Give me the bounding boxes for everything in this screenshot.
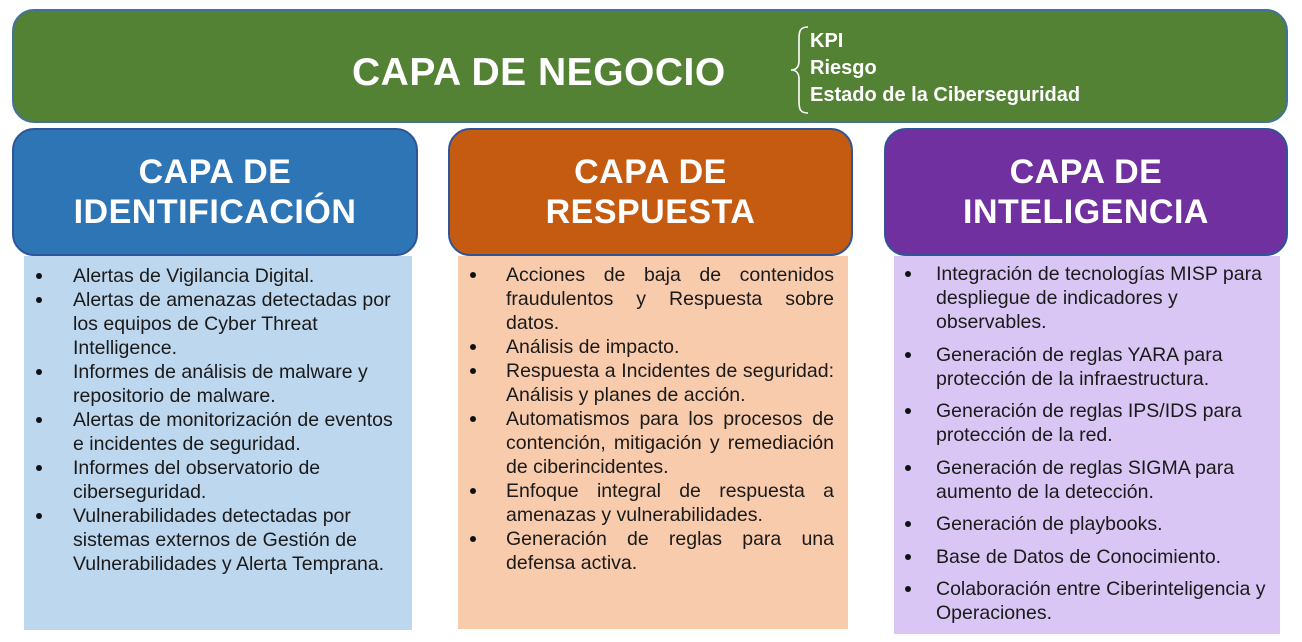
bullet-icon <box>905 586 911 592</box>
list-item: Alertas de amenazas detectadas por los equipos de Cyber Threat Intelligence. <box>73 288 404 360</box>
list-item: Análisis de impacto. <box>506 335 834 359</box>
list-item: Integración de tecnologías MISP para despliegue de indicadores y observables. <box>936 262 1270 334</box>
list-item: Generación de reglas SIGMA para aumento de la detección. <box>936 456 1270 504</box>
bullet-icon <box>36 417 42 423</box>
bullet-icon <box>905 408 911 414</box>
response-item-list <box>458 256 848 575</box>
intelligence-title-line1: CAPA DE <box>1009 153 1163 191</box>
business-item-estado: Estado de la Ciberseguridad <box>810 84 1081 106</box>
bullet-icon <box>470 344 476 350</box>
identification-layer-header <box>12 128 418 256</box>
business-layer-banner <box>12 9 1288 123</box>
bullet-icon <box>905 554 911 560</box>
response-layer-body <box>458 256 848 629</box>
list-item: Enfoque integral de respuesta a amenazas y vulnerabilidades. <box>506 479 834 527</box>
identification-title-line1: CAPA DE <box>138 153 292 191</box>
list-item: Acciones de baja de contenidos fraudulentos y Respuesta sobre datos. <box>506 263 834 335</box>
bullet-icon <box>905 271 911 277</box>
list-item: Generación de reglas para una defensa activa. <box>506 527 834 575</box>
list-item: Alertas de Vigilancia Digital. <box>73 264 404 288</box>
list-item: Generación de reglas YARA para protección de la infraestructura. <box>936 343 1270 391</box>
bullet-icon <box>470 368 476 374</box>
intelligence-title-line2: INTELIGENCIA <box>963 193 1209 231</box>
business-item-kpi: KPI <box>810 30 844 52</box>
response-layer-header <box>448 128 853 256</box>
bullet-icon <box>905 352 911 358</box>
curly-brace-icon <box>788 25 810 115</box>
list-item: Generación de playbooks. <box>936 512 1270 536</box>
list-item: Colaboración entre Ciberinteligencia y Operaciones. <box>936 577 1270 625</box>
list-item: Generación de reglas IPS/IDS para protección de la red. <box>936 399 1270 447</box>
response-title-line2: RESPUESTA <box>545 193 756 231</box>
identification-title-line2: IDENTIFICACIÓN <box>73 193 357 231</box>
list-item: Respuesta a Incidentes de seguridad: Análisis y planes de acción. <box>506 359 834 407</box>
bullet-icon <box>470 488 476 494</box>
bullet-icon <box>36 369 42 375</box>
list-item: Base de Datos de Conocimiento. <box>936 545 1270 569</box>
list-item: Vulnerabilidades detectadas por sistemas externos de Gestión de Vulnerabilidades y Alerta Temprana. <box>73 504 404 576</box>
identification-item-list <box>24 256 412 576</box>
identification-layer-body <box>24 256 412 630</box>
business-layer-title: CAPA DE NEGOCIO <box>352 51 726 94</box>
bullet-icon <box>470 536 476 542</box>
business-layer-items <box>810 28 1080 109</box>
list-item: Informes de análisis de malware y repositorio de malware. <box>73 360 404 408</box>
bullet-icon <box>36 297 42 303</box>
intelligence-item-list <box>894 256 1280 625</box>
business-item-riesgo: Riesgo <box>810 57 877 79</box>
intelligence-layer-header <box>884 128 1288 256</box>
bullet-icon <box>36 513 42 519</box>
bullet-icon <box>905 521 911 527</box>
list-item: Automatismos para los procesos de contención, mitigación y remediación de ciberincidentes. <box>506 407 834 479</box>
intelligence-layer-body <box>894 256 1280 634</box>
list-item: Informes del observatorio de ciberseguridad. <box>73 456 404 504</box>
bullet-icon <box>905 465 911 471</box>
list-item: Alertas de monitorización de eventos e incidentes de seguridad. <box>73 408 404 456</box>
bullet-icon <box>470 416 476 422</box>
response-title-line1: CAPA DE <box>574 153 727 191</box>
bullet-icon <box>36 273 42 279</box>
bullet-icon <box>470 272 476 278</box>
bullet-icon <box>36 465 42 471</box>
